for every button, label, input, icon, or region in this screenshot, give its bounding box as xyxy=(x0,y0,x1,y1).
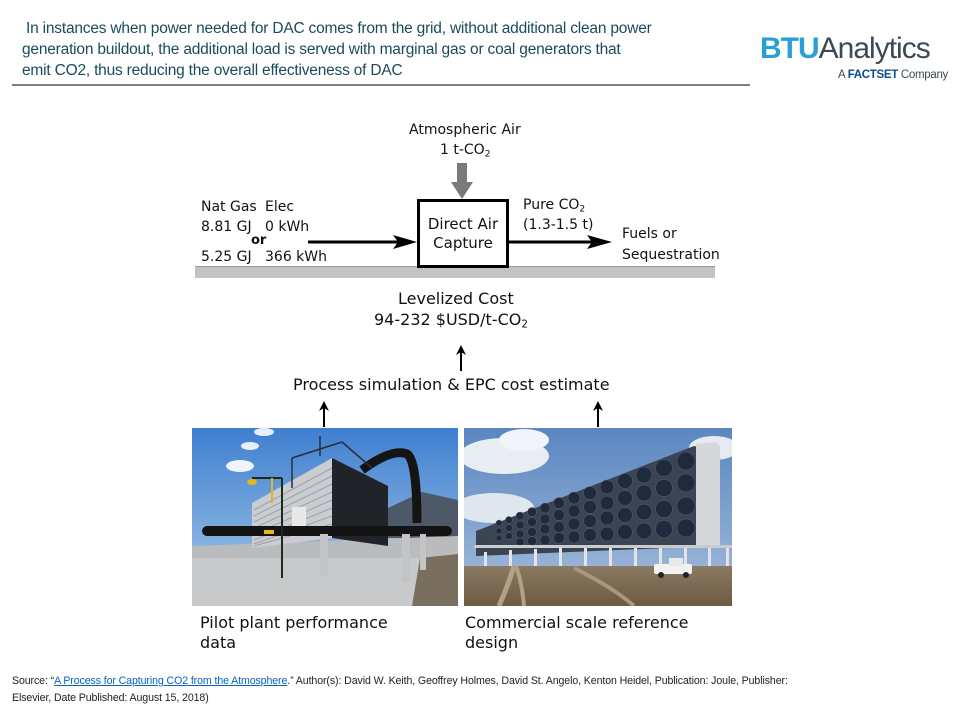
pure-co2-label: Pure $CO_2$ xyxy=(523,197,586,215)
energy-input-arrow-icon xyxy=(308,233,418,251)
destination-line2: Sequestration xyxy=(622,247,720,263)
source-authors: .” Author(s): David W. Keith, Geoffrey Holmes, David St. Angelo, Kenton Heidel, Publication: Joule, Publisher: xyxy=(287,675,788,687)
logo-sub-suffix: Company xyxy=(897,69,948,81)
commercial-scale-caption xyxy=(465,613,689,653)
co2-output-arrow-icon xyxy=(509,233,613,251)
pilot-plant-caption xyxy=(200,613,388,653)
logo-analytics: Analytics xyxy=(818,32,930,65)
nat-gas-header: Nat Gas xyxy=(201,199,257,215)
commercial-plant-photo xyxy=(464,428,732,606)
pilot-plant-photo xyxy=(192,428,458,606)
levelized-cost-value: 94-232 $\$USD/t-CO_2$ xyxy=(374,310,528,331)
atmospheric-air-label: Atmospheric Air xyxy=(409,122,521,138)
pilot-up-arrow-icon xyxy=(318,401,330,427)
headline-line-2: generation buildout, the additional load is served with marginal gas or coal generators that xyxy=(22,41,621,58)
commercial-caption-line2: design xyxy=(465,633,519,652)
dac-box-line2: Capture xyxy=(433,233,493,252)
logo-sub-prefix: A xyxy=(838,69,848,81)
commercial-up-arrow-icon xyxy=(592,401,604,427)
air-inflow-arrow-icon xyxy=(451,163,473,200)
process-simulation-label: Process simulation & EPC cost estimate xyxy=(293,375,610,394)
option1-elec: 0 kWh xyxy=(265,219,310,235)
source-paper-link[interactable]: A Process for Capturing CO2 from the Atmosphere xyxy=(54,675,288,687)
dac-box-line1: Direct Air xyxy=(427,214,499,233)
destination-line1: Fuels or xyxy=(622,226,677,242)
logo-factset: FACTSET xyxy=(847,69,898,81)
elec-header: Elec xyxy=(265,199,295,215)
pure-co2-amount: (1.3-1.5 t) xyxy=(523,217,594,233)
pilot-caption-line2: data xyxy=(200,633,237,652)
logo-btu: BTU xyxy=(760,32,819,65)
option2-gas: 5.25 GJ xyxy=(201,249,252,265)
source-line-1 xyxy=(12,673,952,690)
pilot-caption-line1: Pilot plant performance xyxy=(200,613,388,632)
option2-elec: 366 kWh xyxy=(265,249,327,265)
direct-air-capture-box xyxy=(417,199,509,268)
atmospheric-air-amount: 1 $t-CO_2$ xyxy=(440,142,491,160)
source-line-2: Elsevier, Date Published: August 15, 2018) xyxy=(12,692,209,704)
levelized-cost-title: Levelized Cost xyxy=(398,289,514,308)
cost-up-arrow-icon xyxy=(455,345,467,371)
source-citation xyxy=(12,673,952,707)
option1-gas: 8.81 GJ xyxy=(201,219,252,235)
or-label: or xyxy=(251,233,267,248)
source-prefix: Source: “ xyxy=(12,675,55,687)
headline-line-1: In instances when power needed for DAC comes from the grid, without additional clean power xyxy=(26,20,652,37)
headline-line-3: emit CO2, thus reducing the overall effectiveness of DAC xyxy=(22,62,403,79)
commercial-caption-line1: Commercial scale reference xyxy=(465,613,689,632)
